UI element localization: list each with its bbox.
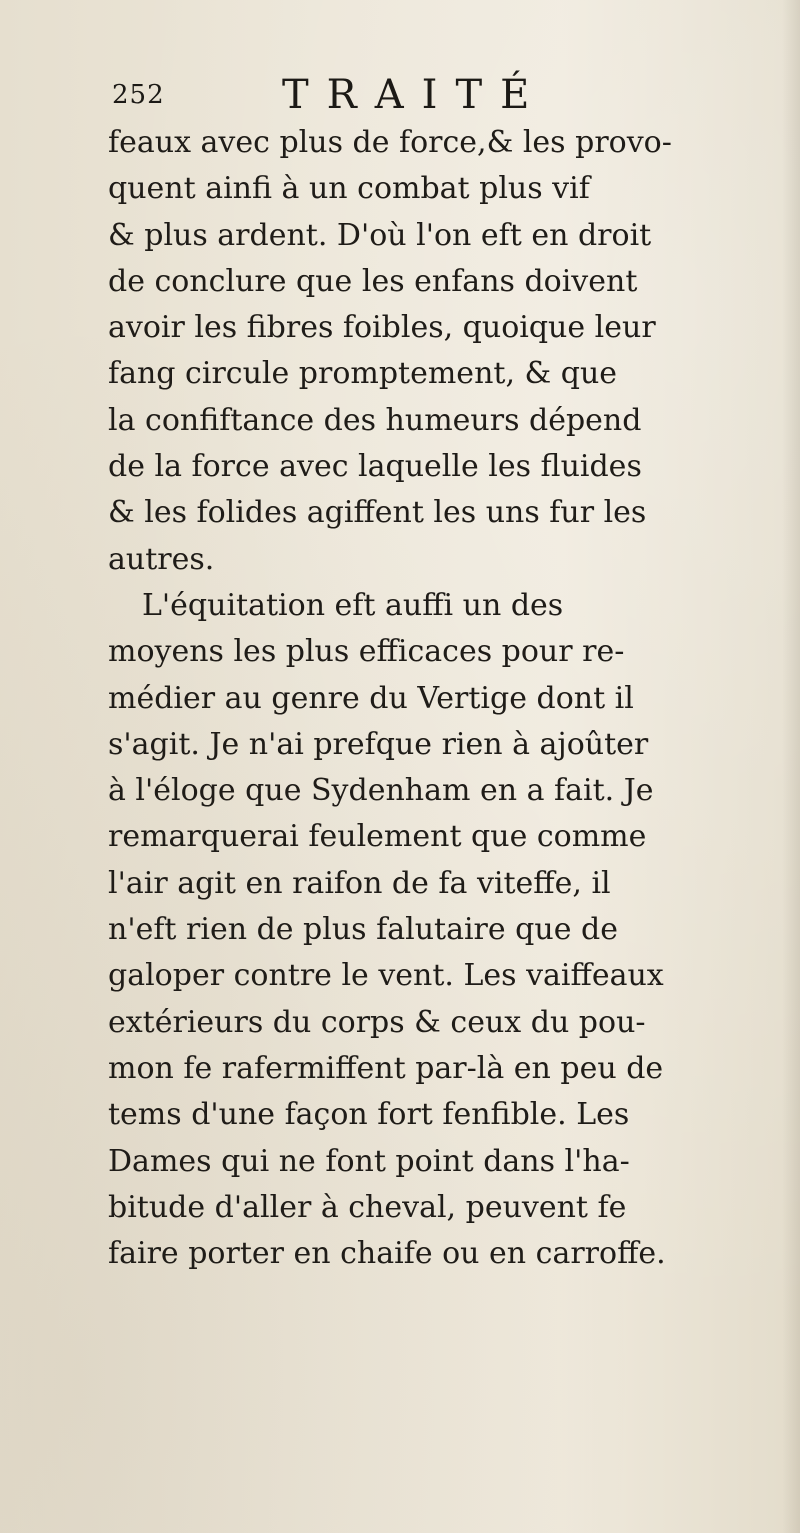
- text-line: feaux avec plus de force,& les provo-: [108, 125, 672, 160]
- body-text: [108, 120, 768, 1277]
- page-number: 252: [112, 80, 165, 110]
- text-line: & les folides agiffent les uns fur les: [108, 495, 647, 531]
- text-line: médier au genre du Vertige dont il: [108, 680, 634, 716]
- text-line: la confiftance des humeurs dépend: [108, 402, 642, 438]
- text-line: remarquerai feulement que comme: [108, 819, 647, 855]
- text-line: l'air agit en raifon de fa viteffe, il: [108, 865, 611, 901]
- page-header: [112, 70, 712, 118]
- paragraph-start-line: L'équitation eft auffi un des: [142, 587, 564, 623]
- text-line: & plus ardent. D'où l'on eft en droit: [108, 217, 652, 253]
- text-line: quent ainfi à un combat plus vif: [108, 171, 590, 207]
- text-line: n'eft rien de plus falutaire que de: [108, 912, 618, 948]
- text-line: faire porter en chaife ou en carroffe.: [108, 1236, 666, 1272]
- text-line: mon fe rafermiffent par-là en peu de: [108, 1050, 664, 1086]
- running-title: TRAITÉ: [282, 72, 548, 118]
- text-line: tems d'une façon fort fenfible. Les: [108, 1097, 630, 1133]
- text-line: autres.: [108, 541, 215, 577]
- text-line: bitude d'aller à cheval, peuvent fe: [108, 1189, 627, 1225]
- text-line: extérieurs du corps & ceux du pou-: [108, 1004, 646, 1040]
- text-line: de conclure que les enfans doivent: [108, 263, 638, 299]
- text-line: Dames qui ne font point dans l'ha-: [108, 1143, 630, 1179]
- text-line: de la force avec laquelle les fluides: [108, 449, 642, 485]
- text-line: fang circule promptement, & que: [108, 356, 618, 392]
- page-edge-shadow: [782, 0, 800, 1533]
- text-line: moyens les plus efficaces pour re-: [108, 634, 625, 670]
- text-line: s'agit. Je n'ai prefque rien à ajoûter: [108, 726, 649, 762]
- text-line: galoper contre le vent. Les vaiffeaux: [108, 958, 664, 994]
- text-line: à l'éloge que Sydenham en a fait. Je: [108, 773, 654, 809]
- text-line: avoir les fibres foibles, quoique leur: [108, 310, 656, 346]
